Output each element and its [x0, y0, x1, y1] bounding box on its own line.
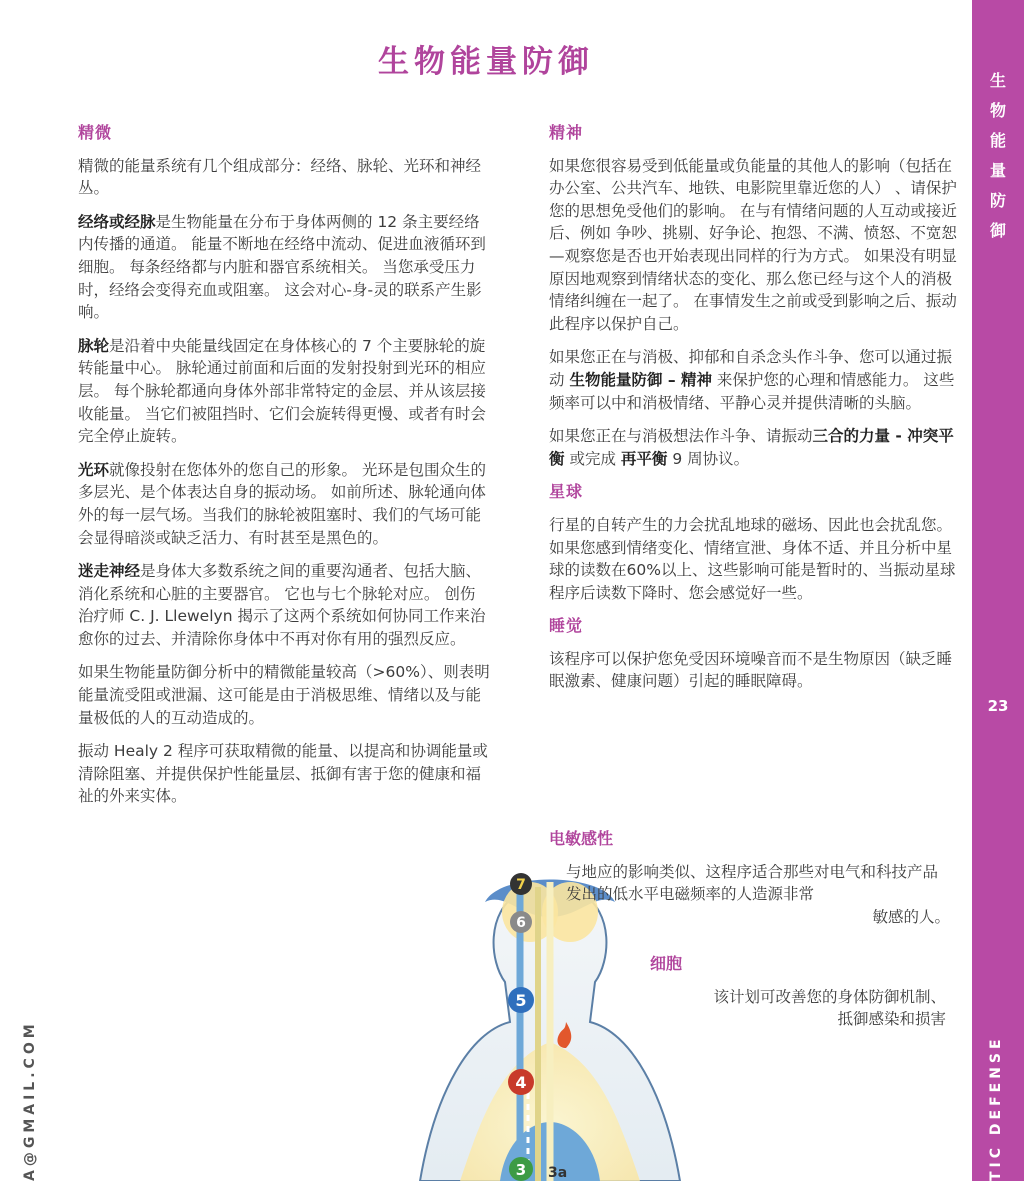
sidebar-title: 生 物 能 量 防 御	[989, 71, 1006, 240]
paragraph: 行星的自转产生的力会扰乱地球的磁场、因此也会扰乱您。 如果您感到情绪变化、情绪宣泄、身体不适、并且分析中星球的读数在60%以上、这些影响可能是暂时的、当振动星球程序后读数下降时、您会感觉好一些。	[549, 515, 956, 602]
section-heading-mental: 精神	[549, 123, 584, 142]
paragraph-aura: 光环就像投射在您体外的您自己的形象。 光环是包围众生的多层光、是个体表达自身的振动场。 如前所述、脉轮通向体外的每一层气场。当我们的脉轮被阻塞时、我们的气场可能会显得暗淡或缺乏活力、有时甚至是黑色的。	[78, 460, 486, 547]
paragraph-chakras: 脉轮是沿着中央能量线固定在身体核心的 7 个主要脉轮的旋转能量中心。 脉轮通过前面和后面的发射投射到光环的相应层。 每个脉轮都通向身体外部非常特定的金层、并从该层接收能量。 当它们被阻挡时、它们会旋转得更慢、或者有时会完全停止旋转。	[78, 336, 486, 446]
page-title: 生物能量防御	[378, 44, 594, 80]
section-heading-electro: 电敏感性	[549, 829, 614, 848]
section-heading-planet: 星球	[549, 482, 584, 502]
sidebar-footer: TIC DEFENSE	[988, 1035, 1004, 1181]
right-column	[549, 122, 959, 704]
page-number: 23	[987, 697, 1009, 715]
paragraph-line: 该计划可改善您的身体防御机制、	[713, 987, 946, 1006]
paragraph: 该程序可以保护您免受因环境噪音而不是生物原因（缺乏睡眠激素、健康问题）引起的睡眠障碍。	[549, 649, 953, 691]
paragraph: 如果您正在与消极想法作斗争、请振动三合的力量 - 冲突平衡 或完成 再平衡 9 周协议。	[549, 427, 954, 468]
chakra-7-label: 7	[516, 877, 526, 893]
left-footer-email: A@GMAIL.COM	[22, 1020, 38, 1181]
electro-sensitivity-section	[549, 828, 950, 928]
chakra-5-label: 5	[515, 991, 527, 1010]
section-heading-cell: 细胞	[650, 954, 683, 973]
chakra-3-label: 3	[515, 1161, 527, 1179]
cell-section	[650, 953, 946, 1031]
paragraph: 如果您很容易受到低能量或负能量的其他人的影响（包括在办公室、公共汽车、地铁、电影院里靠近您的人） 、请保护您的思想免受他们的影响。 在与有情绪问题的人互动或接近后、例如 争吵、挑剔、好争论、抱怨、不满、愤怒、不宽恕—观察您是否也开始表现出同样的行为方式。 如果没有明显原因地观察到情绪状态的变化、那么您已经与这个人的消极情绪纠缠在一起了。 在事情发生之前或受到影响之后、振动此程序以保护自己。	[549, 156, 957, 333]
paragraph: 振动 Healy 2 程序可获取精微的能量、以提高和协调能量或清除阻塞、并提供保护性能量层、抵御有害于您的健康和福祉的外来实体。	[78, 742, 488, 806]
chakra-4-label: 4	[515, 1073, 527, 1092]
chakra-6-label: 6	[516, 915, 526, 931]
paragraph-meridians: 经络或经脉是生物能量在分布于身体两侧的 12 条主要经络内传播的通道。 能量不断地在经络中流动、促进血液循环到细胞。 每条经络都与内脏和器官系统相关。 当您承受压力时，经络会变得充血或阻塞。 这会对心-身-灵的联系产生影响。	[78, 212, 486, 322]
sidebar	[972, 0, 1024, 1181]
paragraph: 精微的能量系统有几个组成部分：经络、脉轮、光环和神经丛。	[78, 156, 482, 198]
paragraph: 与地应的影响类似、这程序适合那些对电气和科技产品发出的低水平电磁频率的人造源非常	[566, 862, 939, 904]
section-heading-subtle: 精微	[78, 123, 113, 142]
chakra-3a-label: 3a	[548, 1165, 568, 1181]
paragraph-vagus: 迷走神经是身体大多数系统之间的重要沟通者、包括大脑、消化系统和心脏的主要器官。 它也与七个脉轮对应。 创伤治疗师 C. J. Llewelyn 揭示了这两个系统如何协同工作来治愈你的过去、并清除你身体中不再对你有用的强烈反应。	[78, 562, 486, 648]
section-heading-sleep: 睡觉	[549, 616, 584, 636]
paragraph-end: 敏感的人。	[872, 907, 950, 926]
paragraph: 如果生物能量防御分析中的精微能量较高（>60%）、则表明能量流受阻或泄漏、这可能是由于消极思维、情绪以及与能量极低的人的互动造成的。	[78, 663, 490, 727]
paragraph: 如果您正在与消极、抑郁和自杀念头作斗争、您可以通过振动 生物能量防御 – 精神 来保护您的心理和情感能力。 这些频率可以中和消极情绪、平静心灵并提供清晰的头脑。	[549, 348, 955, 412]
paragraph-line: 抵御感染和损害	[837, 1010, 946, 1029]
left-column	[78, 122, 490, 819]
